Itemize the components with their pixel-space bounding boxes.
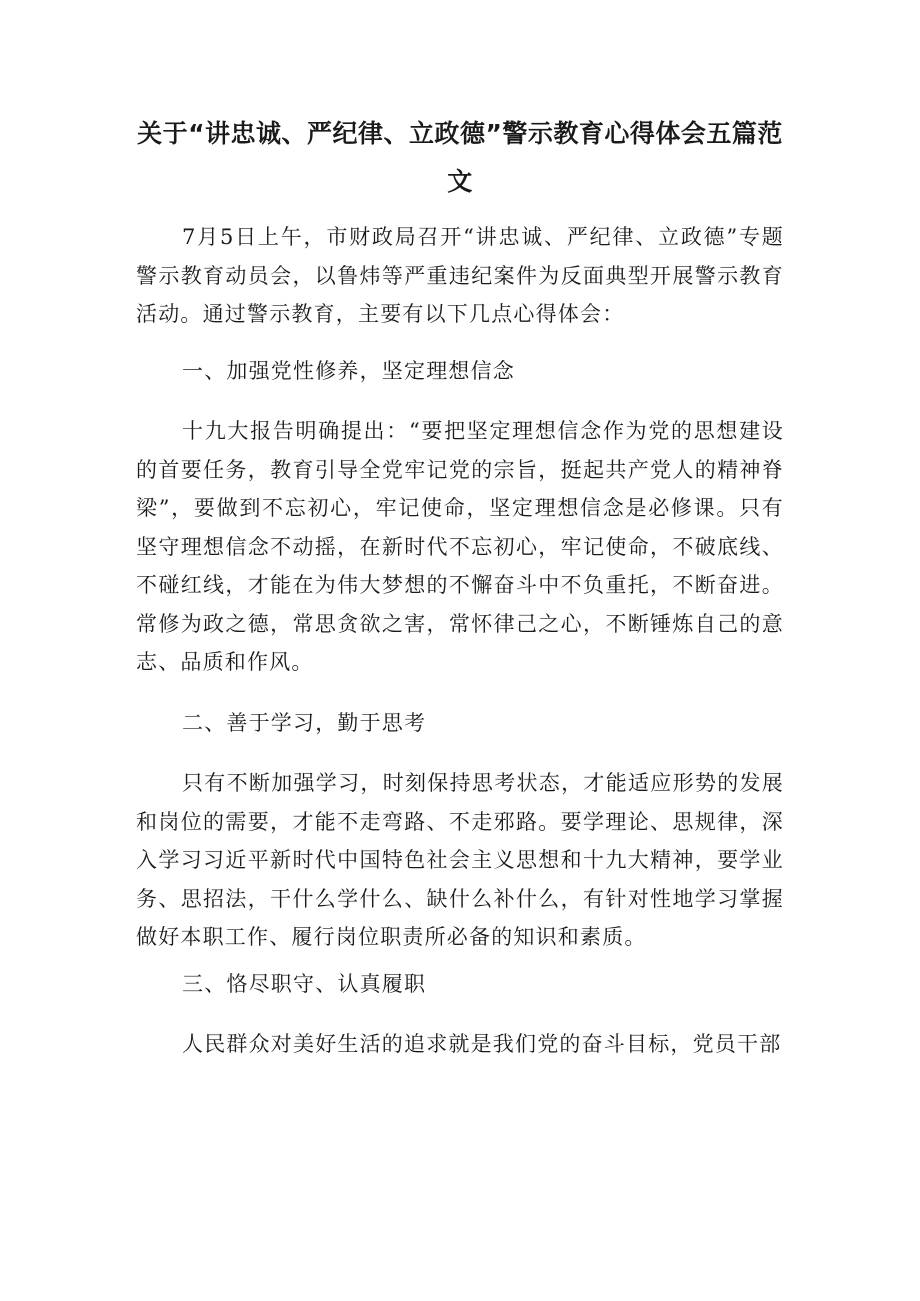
document-title: 关于“讲忠诚、严纪律、立政德”警示教育心得体会五篇范文 [137, 119, 783, 196]
section-paragraph-1: 十九大报告明确提出：“要把坚定理想信念作为党的思想建设的首要任务，教育引导全党牢记党的宗旨，挺起共产党人的精神脊梁”，要做到不忘初心，牢记使命，坚定理想信念是必修课。只有坚守理想信念不动摇，在新时代不忘初心，牢记使命，不破底线、不碰红线，才能在为伟大梦想的不懈奋斗中不负重托，不断奋进。常修为政之德，常思贪欲之害，常怀律己之心，不断锤炼自己的意志、品质和作风。 [136, 419, 784, 674]
section-heading-3: 三、恪尽职守、认真履职 [182, 971, 427, 996]
section-heading-2: 二、善于学习，勤于思考 [182, 710, 427, 735]
section-paragraph-3: 人民群众对美好生活的追求就是我们党的奋斗目标，党员干部 [182, 1032, 782, 1056]
section-paragraph-2: 只有不断加强学习，时刻保持思考状态，才能适应形势的发展和岗位的需要，才能不走弯路、不走邪路。要学理论、思规律，深入学习习近平新时代中国特色社会主义思想和十九大精神，要学业务、思招法，干什么学什么、缺什么补什么，有针对性地学习掌握做好本职工作、履行岗位职责所必备的知识和素质。 [136, 771, 784, 949]
document-body [136, 218, 784, 1064]
section-heading-1: 一、加强党性修养，坚定理想信念 [182, 358, 515, 383]
intro-paragraph: 7月5日上午，市财政局召开“讲忠诚、严纪律、立政德”专题警示教育动员会，以鲁炜等严重违纪案件为反面典型开展警示教育活动。通过警示教育，主要有以下几点心得体会： [136, 225, 784, 326]
